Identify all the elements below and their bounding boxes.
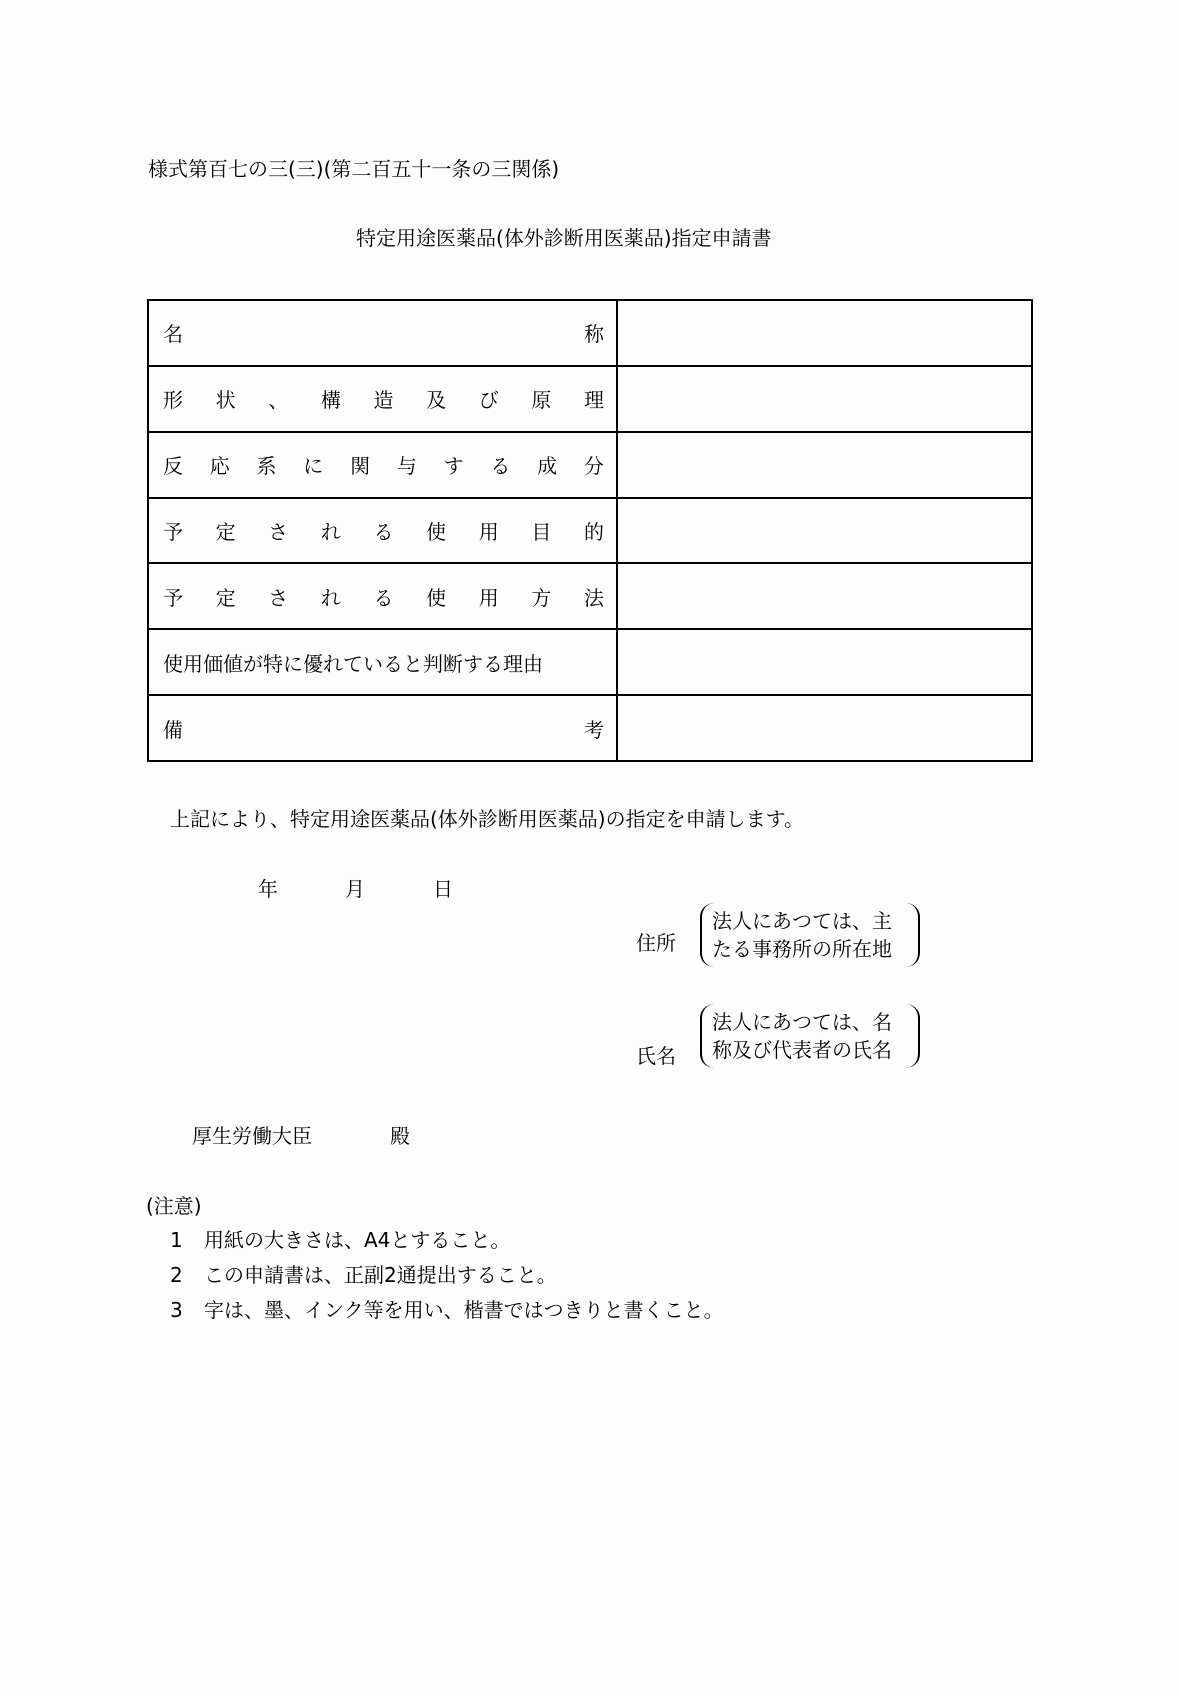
note-number: 3 xyxy=(170,1298,183,1322)
row-value-field[interactable] xyxy=(617,300,1032,366)
table-row xyxy=(148,563,1032,629)
row-label-char: 使 xyxy=(426,519,447,544)
name-label: 氏名 xyxy=(636,1044,676,1068)
row-label-char: 用 xyxy=(478,585,499,610)
table-row xyxy=(148,300,1032,366)
recipient: 厚生労働大臣 xyxy=(192,1124,312,1148)
address-note-line1: 法人にあつては、主 xyxy=(712,909,892,933)
row-label-char: 分 xyxy=(583,454,604,479)
row-label-char: 備 xyxy=(163,717,183,742)
row-label-char: る xyxy=(373,585,394,610)
row-label-char: 予 xyxy=(163,519,183,544)
row-label xyxy=(148,695,617,761)
table-row xyxy=(148,432,1032,498)
row-label-char: び xyxy=(478,388,499,413)
note-number: 2 xyxy=(170,1263,183,1287)
note-item xyxy=(170,1224,510,1253)
address-label: 住所 xyxy=(636,931,676,955)
note-text: この申請書は、正副2通提出すること。 xyxy=(204,1263,557,1287)
name-bracket-note xyxy=(700,1004,920,1068)
row-label-char: 反 xyxy=(163,454,183,479)
row-label-char: 考 xyxy=(584,717,604,742)
row-label-char: さ xyxy=(268,519,289,544)
table-row xyxy=(148,498,1032,564)
name-note-line2: 称及び代表者の氏名 xyxy=(712,1038,892,1062)
date-year-label: 年 xyxy=(258,877,278,901)
row-label-char: れ xyxy=(320,519,341,544)
note-text: 字は、墨、インク等を用い、楷書ではつきりと書くこと。 xyxy=(204,1298,724,1322)
row-label-char: 名 xyxy=(163,322,183,347)
row-label xyxy=(148,300,617,366)
row-label-char: 目 xyxy=(531,519,552,544)
row-value-field[interactable] xyxy=(617,366,1032,432)
row-label xyxy=(148,366,617,432)
date-month-label: 月 xyxy=(345,877,365,901)
note-item xyxy=(170,1259,557,1288)
row-label-char: 構 xyxy=(320,388,341,413)
row-label-char: 形 xyxy=(163,388,183,413)
row-label-char: 、 xyxy=(268,388,289,413)
row-label-char: 成 xyxy=(537,454,558,479)
note-item xyxy=(170,1294,724,1323)
declaration-text: 上記により、特定用途医薬品(体外診断用医薬品)の指定を申請します。 xyxy=(170,807,805,831)
row-label-char: さ xyxy=(268,585,289,610)
row-label-char: る xyxy=(490,454,511,479)
row-label-char: 原 xyxy=(531,388,552,413)
row-label-char: 系 xyxy=(256,454,277,479)
notes-heading: (注意) xyxy=(146,1194,202,1218)
row-label-char: る xyxy=(373,519,394,544)
application-table xyxy=(147,299,1033,762)
row-label-char: 使用価値が特に優れていると判断する理由 xyxy=(163,651,543,676)
note-text: 用紙の大きさは、A4とすること。 xyxy=(204,1228,511,1252)
row-value-field[interactable] xyxy=(617,563,1032,629)
honorific: 殿 xyxy=(390,1124,410,1148)
row-label xyxy=(148,629,617,695)
document-title: 特定用途医薬品(体外診断用医薬品)指定申請書 xyxy=(356,226,772,250)
row-label-char: 定 xyxy=(215,585,236,610)
row-label-char: 的 xyxy=(584,519,604,544)
row-label-char: 状 xyxy=(215,388,236,413)
row-label xyxy=(148,498,617,564)
row-label-char: 使 xyxy=(426,585,447,610)
form-number: 様式第百七の三(三)(第二百五十一条の三関係) xyxy=(148,157,560,181)
row-label-char: 造 xyxy=(373,388,394,413)
row-label-char: 応 xyxy=(209,454,230,479)
row-label-char: 及 xyxy=(426,388,447,413)
row-label-char: 法 xyxy=(584,585,604,610)
row-label-char: に xyxy=(303,454,324,479)
row-label-char: 方 xyxy=(531,585,552,610)
row-label-char: れ xyxy=(320,585,341,610)
row-label xyxy=(148,563,617,629)
table-row xyxy=(148,695,1032,761)
row-label-char: 称 xyxy=(584,322,604,347)
row-label-char: 定 xyxy=(215,519,236,544)
address-note-line2: たる事務所の所在地 xyxy=(712,937,892,961)
row-label-char: 予 xyxy=(163,585,183,610)
row-label-char: 理 xyxy=(584,388,604,413)
row-value-field[interactable] xyxy=(617,629,1032,695)
address-bracket-note xyxy=(700,903,920,967)
note-number: 1 xyxy=(170,1228,183,1252)
name-note-line1: 法人にあつては、名 xyxy=(712,1010,892,1034)
row-value-field[interactable] xyxy=(617,498,1032,564)
table-row xyxy=(148,629,1032,695)
table-row xyxy=(148,366,1032,432)
row-label-char: す xyxy=(443,454,464,479)
row-label-char: 用 xyxy=(478,519,499,544)
row-value-field[interactable] xyxy=(617,432,1032,498)
row-label xyxy=(148,432,617,498)
date-day-label: 日 xyxy=(433,877,453,901)
row-value-field[interactable] xyxy=(617,695,1032,761)
row-label-char: 与 xyxy=(396,454,417,479)
row-label-char: 関 xyxy=(350,454,371,479)
